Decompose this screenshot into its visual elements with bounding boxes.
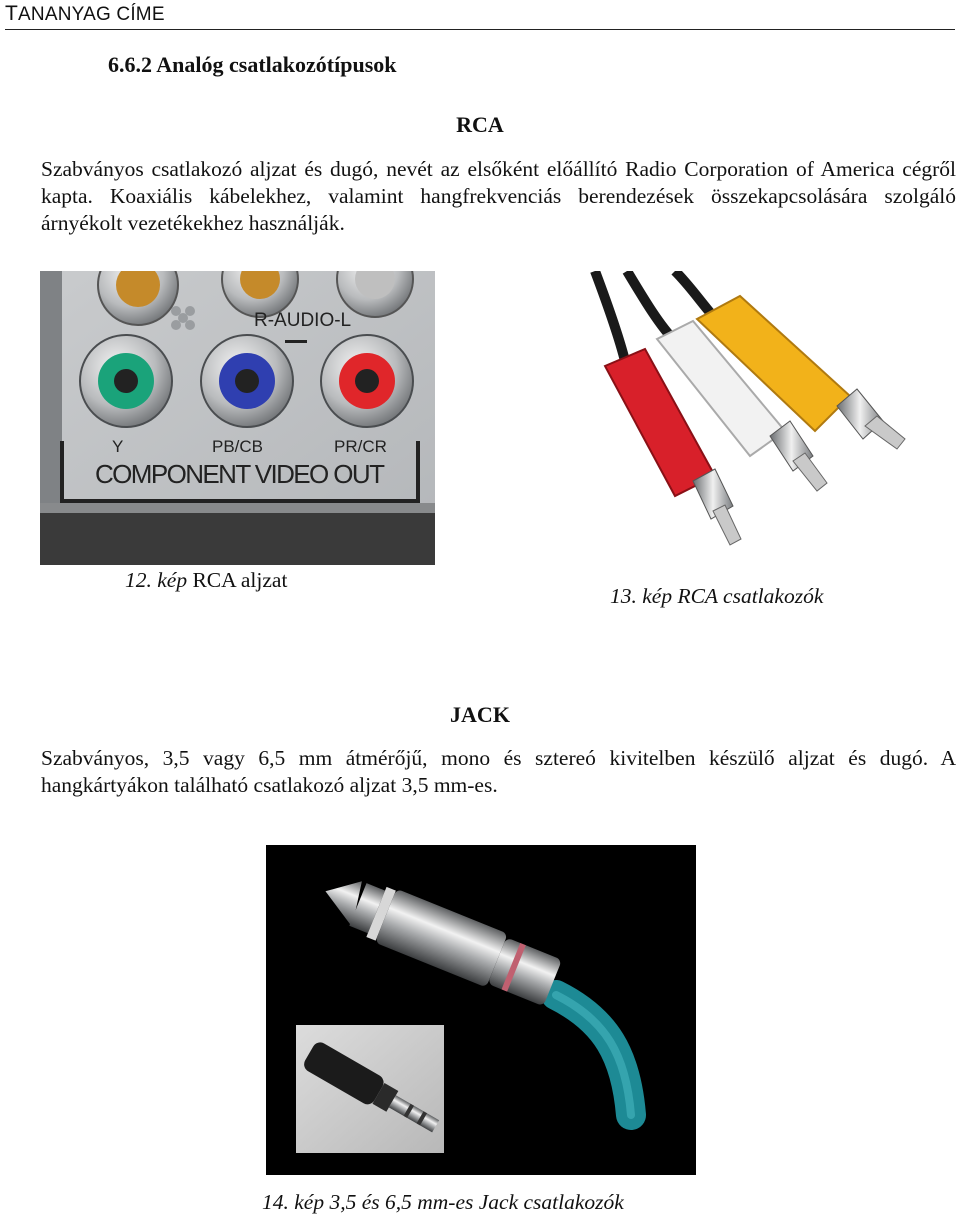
running-header xyxy=(5,2,955,30)
socket-blue xyxy=(201,335,293,427)
rca-socket-photo xyxy=(40,271,435,565)
jack-6-5mm-plug xyxy=(315,864,564,1010)
jack-plugs-photo xyxy=(266,845,696,1175)
rca-heading: RCA xyxy=(456,112,504,137)
socket-red xyxy=(321,335,413,427)
figure-jack-plugs xyxy=(266,845,696,1175)
section-title: 6.6.2 Analóg csatlakozótípusok xyxy=(108,52,397,77)
figure-14-caption-text: 14. kép 3,5 és 6,5 mm-es Jack csatlakozók xyxy=(262,1190,624,1214)
panel-label: R-AUDIO-L xyxy=(254,310,352,331)
figure-rca-socket xyxy=(40,271,435,565)
component-video-out-label: COMPONENT VIDEO OUT xyxy=(95,459,385,489)
jack-label-pr: PR/CR xyxy=(334,437,387,456)
socket-green xyxy=(80,335,172,427)
rca-paragraph: Szabványos csatlakozó aljzat és dugó, nevét az elsőként előállító Radio Corporation of America cégről kapta. Koaxiális kábelekhez, valamint hangfrekvenciás berendezések összekapcsolására szolgáló árnyékolt vezetékekhez használják. xyxy=(41,157,956,235)
figure-13-caption xyxy=(610,584,823,609)
figure-13-caption-text: 13. kép RCA csatlakozók xyxy=(610,584,824,608)
figure-rca-plugs xyxy=(565,271,915,571)
header-rest: ANANYAG CÍME xyxy=(18,4,165,25)
jack-heading: JACK xyxy=(450,702,510,727)
figure-14-caption xyxy=(262,1190,624,1215)
header-first-letter: T xyxy=(5,2,19,25)
jack-label-pb: PB/CB xyxy=(212,437,264,456)
figure-12-caption xyxy=(125,568,287,593)
jack-label-y: Y xyxy=(112,437,124,456)
figure-12-caption-text: RCA aljzat xyxy=(192,568,288,592)
rca-plugs-photo xyxy=(565,271,915,571)
figure-12-caption-prefix: 12. kép xyxy=(125,568,188,592)
jack-paragraph: Szabványos, 3,5 vagy 6,5 mm átmérőjű, mono és sztereó kivitelben készülő aljzat és dugó. A hangkártyákon található csatlakozó aljzat 3,5 mm-es. xyxy=(41,746,956,797)
